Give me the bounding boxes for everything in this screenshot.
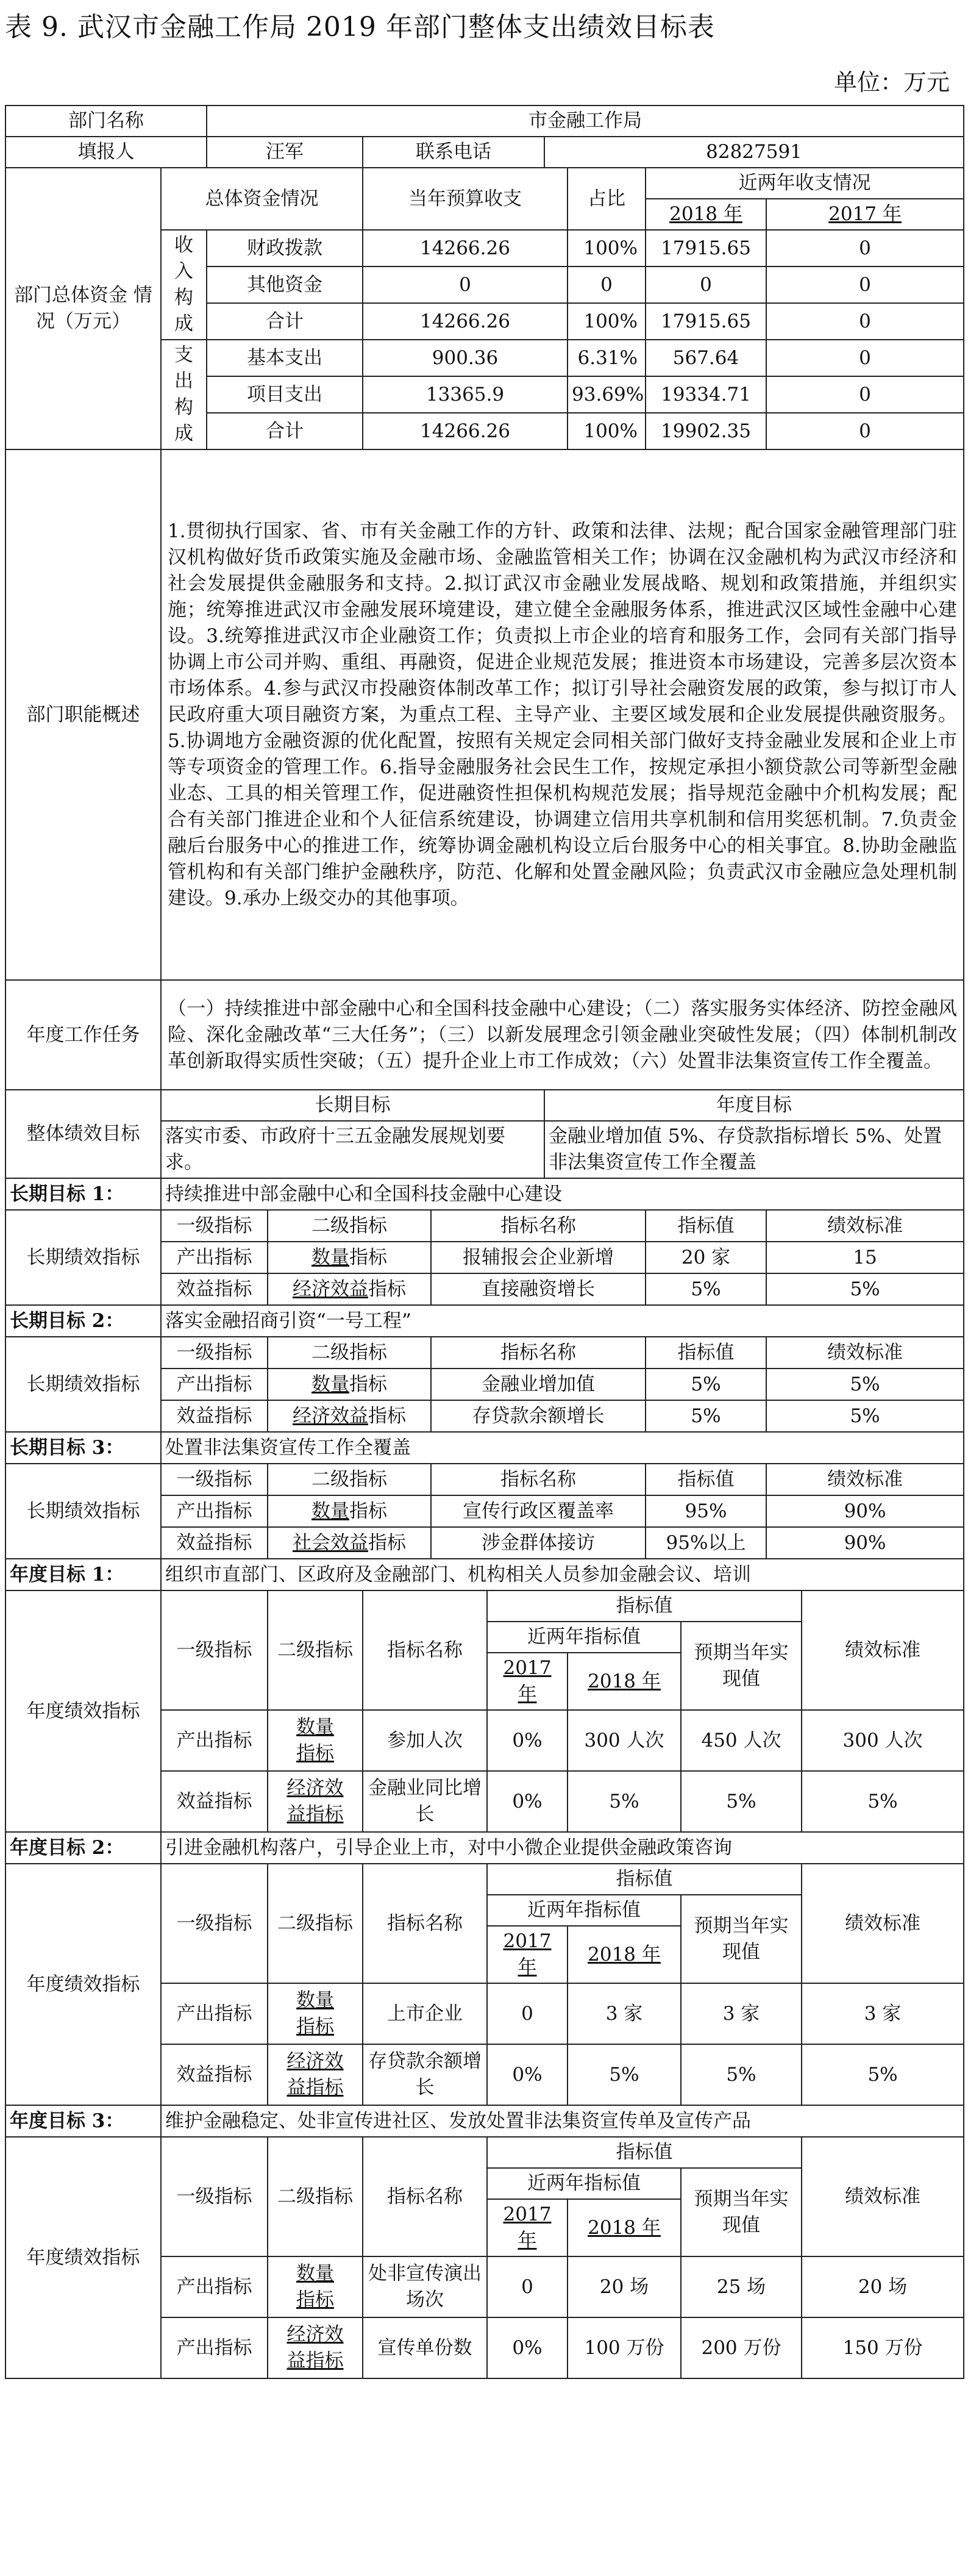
- header-2018: 2018 年: [588, 1943, 661, 1966]
- long-indicator-label: 长期绩效指标: [5, 1210, 161, 1305]
- long-target-2-label: 长期目标 2：: [5, 1305, 161, 1337]
- expense-total-budget: 14266.26: [363, 413, 568, 449]
- row-level1: 产出指标: [161, 1495, 268, 1527]
- dept-name: 市金融工作局: [207, 106, 964, 137]
- row-standard: 15: [766, 1242, 964, 1273]
- row-level2-suffix: 指标: [368, 1278, 406, 1300]
- duties-label: 部门职能概述: [5, 449, 161, 980]
- funds-header-budget: 当年预算收支: [363, 168, 568, 230]
- income-row-budget: 14266.26: [363, 230, 568, 267]
- header-level2: 二级指标: [268, 1464, 431, 1495]
- row-level1: 产出指标: [161, 1368, 268, 1400]
- header-standard: 绩效标准: [802, 1864, 964, 1983]
- row-2017: 0%: [487, 2044, 568, 2105]
- year-target-2-label: 年度目标 2：: [5, 1832, 161, 1864]
- year-indicator-label: 年度绩效指标: [5, 1864, 161, 2105]
- header-value: 指标值: [646, 1210, 766, 1242]
- income-total-ratio: 100%: [568, 303, 646, 340]
- header-level2: 二级指标: [268, 2137, 363, 2256]
- row-standard: 5%: [766, 1400, 964, 1432]
- expense-total-ratio: 100%: [568, 413, 646, 449]
- header-2017: 2017 年: [503, 1930, 552, 1978]
- income-total-name: 合计: [207, 303, 363, 340]
- header-value: 指标值: [646, 1337, 766, 1368]
- expense-row-budget: 13365.9: [363, 376, 568, 413]
- row-expect: 200 万份: [681, 2317, 802, 2378]
- row-standard: 5%: [802, 1771, 964, 1832]
- row-level2-suffix: 指标: [349, 1373, 387, 1395]
- row-name: 涉金群体接访: [431, 1527, 646, 1559]
- row-name: 报辅报会企业新增: [431, 1242, 646, 1273]
- income-row-ratio: 0: [568, 267, 646, 303]
- expense-row-ratio: 6.31%: [568, 340, 646, 376]
- header-level2: 二级指标: [268, 1590, 363, 1710]
- row-level2-b: 指标: [296, 2016, 334, 2038]
- header-2018: 2018 年: [588, 2216, 661, 2239]
- row-value: 95%以上: [646, 1527, 766, 1559]
- row-level2-suffix: 指标: [349, 1500, 387, 1522]
- funds-header-recent: 近两年收支情况: [646, 168, 964, 199]
- income-total-2017: 0: [766, 303, 964, 340]
- funds-header-2017: 2017 年: [828, 203, 902, 225]
- long-indicator-label: 长期绩效指标: [5, 1464, 161, 1559]
- income-row-name: 财政拨款: [207, 230, 363, 267]
- row-value: 5%: [646, 1368, 766, 1400]
- row-level2-b: 指标: [296, 2289, 334, 2311]
- header-standard: 绩效标准: [766, 1464, 964, 1495]
- header-recent: 近两年指标值: [487, 1622, 681, 1653]
- long-goal-header: 长期目标: [161, 1090, 544, 1121]
- row-name: 金融业同比增长: [363, 1771, 487, 1832]
- header-expect: 预期当年实现值: [681, 1895, 802, 1983]
- header-level1: 一级指标: [161, 1864, 268, 1983]
- expense-row-2018: 567.64: [646, 340, 766, 376]
- row-2017: 0%: [487, 2317, 568, 2378]
- row-level1: 效益指标: [161, 1273, 268, 1305]
- row-level1: 产出指标: [161, 1242, 268, 1273]
- header-standard: 绩效标准: [766, 1337, 964, 1368]
- year-target-3-label: 年度目标 3：: [5, 2105, 161, 2137]
- row-2017: 0%: [487, 1710, 568, 1771]
- year-goal-text: 金融业增加值 5%、存贷款指标增长 5%、处置非法集资宣传工作全覆盖: [544, 1121, 964, 1178]
- header-recent: 近两年指标值: [487, 1895, 681, 1926]
- row-level1: 产出指标: [161, 1710, 268, 1771]
- income-row-2017: 0: [766, 230, 964, 267]
- row-standard: 300 人次: [802, 1710, 964, 1771]
- tasks-text: （一）持续推进中部金融中心和全国科技金融中心建设；（二）落实服务实体经济、防控金融风险、深化金融改革“三大任务”；（三）以新发展理念引领金融业突破性发展；（四）体制机制改革创新取得实质性突破；（五）提升企业上市工作成效；（六）处置非法集资宣传工作全覆盖。: [161, 980, 964, 1090]
- expense-row-name: 基本支出: [207, 340, 363, 376]
- income-row-name: 其他资金: [207, 267, 363, 303]
- row-level2-b: 益指标: [286, 1803, 344, 1825]
- row-name: 上市企业: [363, 1983, 487, 2044]
- row-expect: 5%: [681, 2044, 802, 2105]
- row-2017: 0: [487, 2256, 568, 2317]
- year-target-1-title: 组织市直部门、区政府及金融部门、机构相关人员参加金融会议、培训: [161, 1559, 964, 1590]
- header-level1: 一级指标: [161, 1337, 268, 1368]
- row-name: 宣传单份数: [363, 2317, 487, 2378]
- header-name: 指标名称: [363, 2137, 487, 2256]
- long-target-2-title: 落实金融招商引资“一号工程”: [161, 1305, 964, 1337]
- row-expect: 25 场: [681, 2256, 802, 2317]
- header-standard: 绩效标准: [766, 1210, 964, 1242]
- row-2018: 100 万份: [568, 2317, 681, 2378]
- expense-total-name: 合计: [207, 413, 363, 449]
- row-level2: 数量: [311, 1500, 349, 1522]
- row-name: 参加人次: [363, 1710, 487, 1771]
- row-2018: 3 家: [568, 1983, 681, 2044]
- row-2018: 5%: [568, 2044, 681, 2105]
- header-2017: 2017 年: [503, 1657, 552, 1705]
- row-name: 直接融资增长: [431, 1273, 646, 1305]
- row-level2-b: 益指标: [286, 2077, 344, 2098]
- header-name: 指标名称: [431, 1337, 646, 1368]
- row-level2: 经济效: [286, 2324, 344, 2345]
- row-standard: 5%: [766, 1368, 964, 1400]
- header-value: 指标值: [487, 2137, 802, 2168]
- row-level2: 数量: [296, 1989, 334, 2011]
- header-level2: 二级指标: [268, 1864, 363, 1983]
- row-value: 5%: [646, 1400, 766, 1432]
- row-standard: 5%: [802, 2044, 964, 2105]
- row-level2: 经济效: [286, 1777, 344, 1799]
- long-target-3-label: 长期目标 3：: [5, 1432, 161, 1464]
- row-level1: 效益指标: [161, 1527, 268, 1559]
- row-level1: 产出指标: [161, 2317, 268, 2378]
- header-recent: 近两年指标值: [487, 2168, 681, 2199]
- row-name: 存贷款余额增长: [431, 1400, 646, 1432]
- header-standard: 绩效标准: [802, 1590, 964, 1710]
- header-value: 指标值: [487, 1864, 802, 1895]
- row-standard: 150 万份: [802, 2317, 964, 2378]
- income-row-2017: 0: [766, 267, 964, 303]
- document-title: 表 9. 武汉市金融工作局 2019 年部门整体支出绩效目标表: [5, 12, 715, 43]
- duties-text: 1.贯彻执行国家、省、市有关金融工作的方针、政策和法律、法规；配合国家金融管理部门驻汉机构做好货币政策实施及金融市场、金融监管相关工作；协调在汉金融机构为武汉市经济和社会发展提供金融服务和支持。2.拟订武汉市金融业发展战略、规划和政策措施，并组织实施；统筹推进武汉市金融发展环境建设，建立健全金融服务体系，推进武汉区域性金融中心建设。3.统筹推进武汉市企业融资工作；负责拟上市企业的培育和服务工作，会同有关部门指导协调上市公司并购、重组、再融资，促进企业规范发展；推进资本市场建设，完善多层次资本市场体系。4.参与武汉市投融资体制改革工作；拟订引导社会融资发展的政策，参与拟订市人民政府重大项目融资方案，为重点工程、主导产业、主要区域发展和企业发展提供融资服务。5.协调地方金融资源的优化配置，按照有关规定会同相关部门做好支持金融业发展和企业上市等专项资金的管理工作。6.指导金融服务社会民生工作，按规定承担小额贷款公司等新型金融业态、工具的相关管理工作，促进融资性担保机构规范发展；指导规范金融中介机构发展；配合有关部门推进企业和个人征信系统建设，协调建立信用共享机制和信用奖惩机制。7.负责金融后台服务中心的推进工作，统筹协调金融机构设立后台服务中心的相关事宜。8.协助金融监管机构和有关部门维护金融秩序，防范、化解和处置金融风险；负责武汉市金融应急处理机制建设。9.承办上级交办的其他事项。: [161, 449, 964, 980]
- year-target-3-title: 维护金融稳定、处非宣传进社区、发放处置非法集资宣传单及宣传产品: [161, 2105, 964, 2137]
- row-2018: 5%: [568, 1771, 681, 1832]
- expense-row-name: 项目支出: [207, 376, 363, 413]
- row-expect: 450 人次: [681, 1710, 802, 1771]
- tasks-label: 年度工作任务: [5, 980, 161, 1090]
- overall-goal-label: 整体绩效目标: [5, 1090, 161, 1178]
- row-name: 处非宣传演出场次: [363, 2256, 487, 2317]
- header-level1: 一级指标: [161, 2137, 268, 2256]
- row-level1: 产出指标: [161, 1983, 268, 2044]
- income-total-2018: 17915.65: [646, 303, 766, 340]
- row-level2: 数量: [296, 2263, 334, 2284]
- row-level2: 数量: [311, 1246, 349, 1268]
- header-level1: 一级指标: [161, 1590, 268, 1710]
- row-level2: 社会效益: [293, 1531, 368, 1554]
- header-name: 指标名称: [431, 1464, 646, 1495]
- header-level2: 二级指标: [268, 1337, 431, 1368]
- income-total-budget: 14266.26: [363, 303, 568, 340]
- expense-row-budget: 900.36: [363, 340, 568, 376]
- expense-label: 支出构成: [161, 340, 207, 449]
- row-level2-suffix: 指标: [349, 1246, 387, 1268]
- row-2017: 0%: [487, 1771, 568, 1832]
- row-level2: 经济效益: [293, 1278, 368, 1300]
- expense-total-2017: 0: [766, 413, 964, 449]
- row-name: 存贷款余额增长: [363, 2044, 487, 2105]
- funds-section-label: 部门总体资金 情况（万元）: [5, 168, 161, 449]
- income-row-2018: 0: [646, 267, 766, 303]
- funds-header-ratio: 占比: [568, 168, 646, 230]
- year-goal-header: 年度目标: [544, 1090, 964, 1121]
- income-row-ratio: 100%: [568, 230, 646, 267]
- expense-total-2018: 19902.35: [646, 413, 766, 449]
- expense-row-ratio: 93.69%: [568, 376, 646, 413]
- row-expect: 3 家: [681, 1983, 802, 2044]
- row-value: 95%: [646, 1495, 766, 1527]
- header-2017: 2017 年: [503, 2203, 552, 2252]
- phone-label: 联系电话: [363, 137, 544, 168]
- row-level2-suffix: 指标: [368, 1531, 406, 1554]
- dept-name-label: 部门名称: [5, 106, 207, 137]
- income-row-2018: 17915.65: [646, 230, 766, 267]
- row-name: 金融业增加值: [431, 1368, 646, 1400]
- row-level2: 数量: [296, 1716, 334, 1738]
- expense-row-2018: 19334.71: [646, 376, 766, 413]
- expense-row-2017: 0: [766, 340, 964, 376]
- header-level2: 二级指标: [268, 1210, 431, 1242]
- header-2018: 2018 年: [588, 1670, 661, 1692]
- row-2018: 300 人次: [568, 1710, 681, 1771]
- row-standard: 3 家: [802, 1983, 964, 2044]
- row-standard: 20 场: [802, 2256, 964, 2317]
- header-value: 指标值: [646, 1464, 766, 1495]
- long-target-3-title: 处置非法集资宣传工作全覆盖: [161, 1432, 964, 1464]
- header-value: 指标值: [487, 1590, 802, 1622]
- row-level2-b: 益指标: [286, 2350, 344, 2372]
- row-level2-b: 指标: [296, 1742, 334, 1764]
- header-expect: 预期当年实现值: [681, 2168, 802, 2256]
- header-name: 指标名称: [363, 1590, 487, 1710]
- header-name: 指标名称: [431, 1210, 646, 1242]
- funds-header-overall: 总体资金情况: [161, 168, 363, 230]
- expense-row-2017: 0: [766, 376, 964, 413]
- income-label: 收入构成: [161, 230, 207, 340]
- long-target-1-title: 持续推进中部金融中心和全国科技金融中心建设: [161, 1178, 964, 1210]
- header-expect: 预期当年实现值: [681, 1622, 802, 1710]
- row-level2: 经济效益: [293, 1404, 368, 1427]
- row-level1: 产出指标: [161, 2256, 268, 2317]
- row-value: 20 家: [646, 1242, 766, 1273]
- row-standard: 90%: [766, 1495, 964, 1527]
- long-target-1-label: 长期目标 1：: [5, 1178, 161, 1210]
- header-level1: 一级指标: [161, 1464, 268, 1495]
- header-name: 指标名称: [363, 1864, 487, 1983]
- row-level2-suffix: 指标: [368, 1404, 406, 1427]
- row-value: 5%: [646, 1273, 766, 1305]
- header-standard: 绩效标准: [802, 2137, 964, 2256]
- row-2017: 0: [487, 1983, 568, 2044]
- year-target-1-label: 年度目标 1：: [5, 1559, 161, 1590]
- filler-label: 填报人: [5, 137, 207, 168]
- row-level1: 效益指标: [161, 1771, 268, 1832]
- year-target-2-title: 引进金融机构落户，引导企业上市，对中小微企业提供金融政策咨询: [161, 1832, 964, 1864]
- unit-label: 单位：万元: [833, 69, 950, 96]
- row-2018: 20 场: [568, 2256, 681, 2317]
- filler-name: 汪军: [207, 137, 363, 168]
- income-row-budget: 0: [363, 267, 568, 303]
- row-level2: 数量: [311, 1373, 349, 1395]
- budget-performance-table: [5, 105, 964, 2379]
- long-goal-text: 落实市委、市政府十三五金融发展规划要求。: [161, 1121, 544, 1178]
- row-name: 宣传行政区覆盖率: [431, 1495, 646, 1527]
- row-level2: 经济效: [286, 2050, 344, 2072]
- header-level1: 一级指标: [161, 1210, 268, 1242]
- row-expect: 5%: [681, 1771, 802, 1832]
- year-indicator-label: 年度绩效指标: [5, 1590, 161, 1832]
- long-indicator-label: 长期绩效指标: [5, 1337, 161, 1432]
- row-level1: 效益指标: [161, 1400, 268, 1432]
- phone-value: 82827591: [544, 137, 964, 168]
- funds-header-2018: 2018 年: [669, 203, 742, 225]
- year-indicator-label: 年度绩效指标: [5, 2137, 161, 2378]
- row-standard: 5%: [766, 1273, 964, 1305]
- row-level1: 效益指标: [161, 2044, 268, 2105]
- row-standard: 90%: [766, 1527, 964, 1559]
